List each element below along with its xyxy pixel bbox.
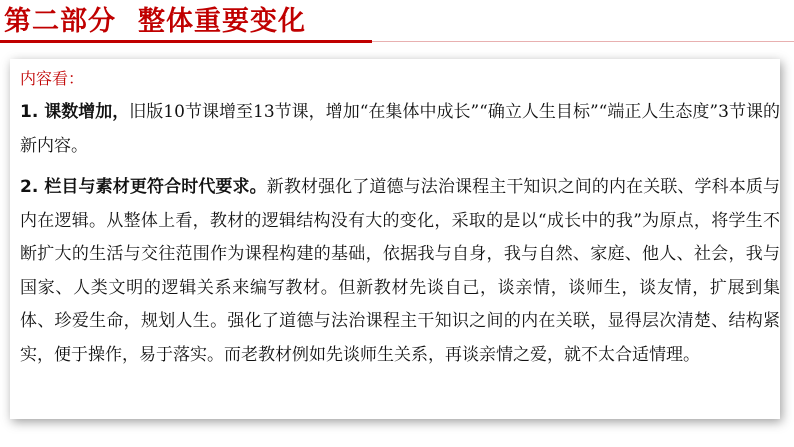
content-item-2: [20, 171, 780, 372]
content-item-1: [20, 96, 780, 163]
slide-title-text: 整体重要变化: [138, 6, 306, 37]
slide-part-label: 第二部分: [4, 6, 116, 37]
content-item-1-text: 旧版10节课增至13节课，增加“在集体中成长”“确立人生目标”“端正人生态度”3节课的新内容。: [20, 102, 780, 156]
content-item-2-lead: 2. 栏目与素材更符合时代要求。: [20, 177, 267, 197]
title-underline-extension: [372, 41, 794, 42]
slide-title: [4, 4, 306, 40]
content-item-1-lead: 1. 课数增加，: [20, 102, 130, 122]
content-body: [20, 96, 780, 372]
content-subhead: 内容看：: [20, 69, 85, 88]
title-underline: [0, 40, 372, 43]
content-item-2-text: 新教材强化了道德与法治课程主干知识之间的内在关联、学科本质与内在逻辑。从整体上看，教材的逻辑结构没有大的变化，采取的是以“成长中的我”为原点，将学生不断扩大的生活与交往范围作为课程构建的基础，依据我与自身，我与自然、家庭、他人、社会，我与国家、人类文明的逻辑关系来编写教材。但新教材先谈自己，谈亲情，谈师生，谈友情，扩展到集体、珍爱生命，规划人生。强化了道德与法治课程主干知识之间的内在关联，显得层次清楚、结构紧实，便于操作，易于落实。而老教材例如先谈师生关系，再谈亲情之爱，就不太合适情理。: [20, 177, 780, 365]
